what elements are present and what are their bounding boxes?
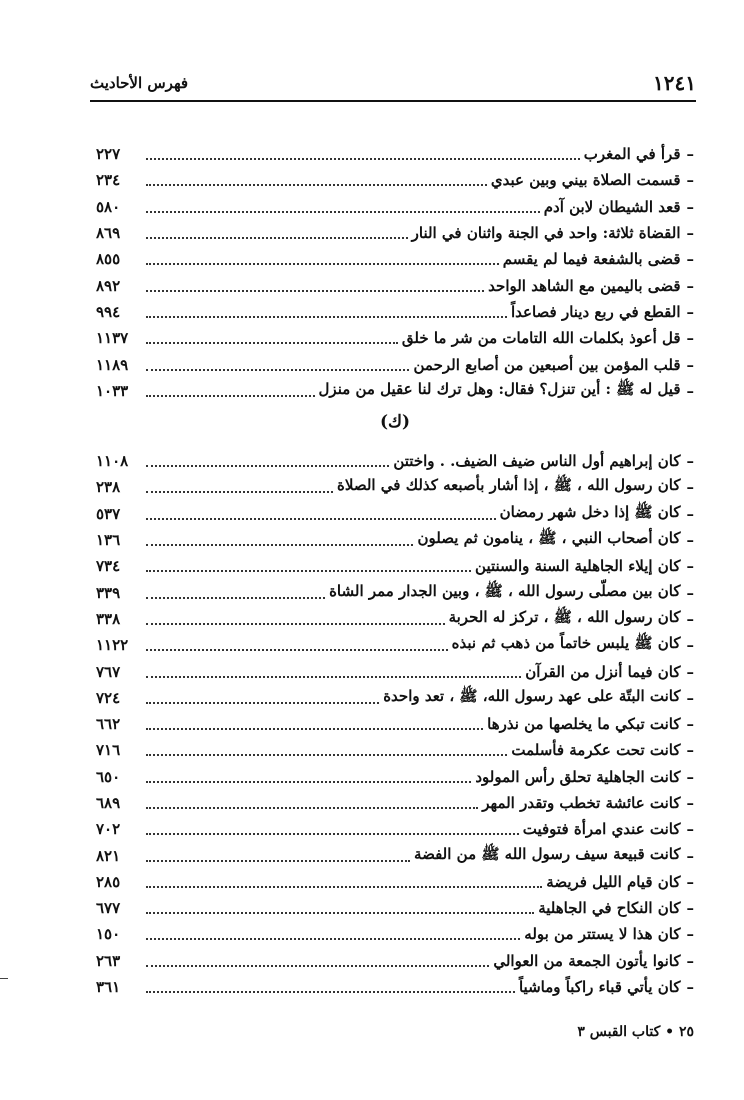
index-entry — [96, 869, 694, 895]
index-entry — [96, 685, 694, 711]
index-entry — [96, 378, 694, 404]
entry-dash: – — [686, 355, 694, 374]
page-reference: ١٣٦ — [96, 531, 121, 550]
page-reference: ٣٣٨ — [96, 609, 121, 628]
page-reference: ٢٨٥ — [96, 872, 121, 891]
index-entry — [96, 948, 694, 974]
page-reference: ٣٦١ — [96, 978, 121, 997]
dot-leader — [146, 676, 521, 678]
dot-leader — [146, 912, 534, 914]
hadith-text: القضاة ثلاثة: واحد في الجنة واثنان في النار — [411, 224, 681, 243]
index-entry — [96, 842, 694, 868]
entry-dash: – — [686, 302, 694, 321]
entry-dash: – — [686, 951, 694, 970]
index-entry — [96, 606, 694, 632]
hadith-text: كان رسول الله ، ﷺ ، تركز له الحربة — [448, 607, 681, 626]
entry-dash: – — [686, 794, 694, 812]
entry-dash: – — [686, 557, 694, 576]
page-reference: ١٥٠ — [96, 925, 121, 944]
dot-leader — [146, 623, 445, 625]
hadith-text: كان أصحاب النبي ، ﷺ ، ينامون ثم يصلون — [417, 529, 681, 548]
hadith-text: كان بين مصلّى رسول الله ، ﷺ ، وبين الجدار ممر الشاة — [329, 581, 681, 600]
entry-dash: – — [686, 224, 694, 243]
hadith-text: قلب المؤمن بين أصبعين من أصابع الرحمن — [413, 355, 681, 374]
hadith-text: كانت تحت عكرمة فأسلمت — [511, 741, 681, 760]
page-reference: ٨٥٥ — [96, 250, 121, 269]
page-reference: ١١٨٩ — [96, 355, 129, 374]
entry-dash: – — [686, 250, 694, 269]
index-entry — [96, 895, 694, 921]
index-entry — [96, 632, 694, 658]
hadith-text: كانت تبكي ما يخلصها من نذرها — [487, 715, 681, 734]
entry-dash: – — [686, 329, 694, 348]
dot-leader — [146, 263, 499, 265]
entry-dash: – — [686, 583, 694, 602]
page-reference: ٥٨٠ — [96, 197, 121, 216]
page-reference: ٨٦٩ — [96, 224, 121, 243]
entry-dash: – — [686, 899, 694, 918]
dot-leader — [146, 395, 315, 397]
entry-dash: – — [686, 171, 694, 190]
hadith-text: كان ﷺ إذا دخل شهر رمضان — [499, 502, 681, 521]
entry-dash: – — [686, 381, 694, 400]
page-reference: ٢٣٤ — [96, 171, 121, 190]
entry-dash: – — [686, 504, 694, 523]
index-entry — [96, 246, 694, 272]
page-reference: ٦٧٧ — [96, 899, 121, 918]
page-reference: ٧١٦ — [96, 741, 121, 760]
entry-dash: – — [686, 662, 694, 681]
index-entry — [96, 351, 694, 377]
hadith-text: كان النكاح في الجاهلية — [538, 899, 681, 918]
hadith-text: قسمت الصلاة بيني وبين عبدي — [490, 171, 681, 190]
hadith-text: كانت عندي امرأة فتوفيت — [522, 820, 681, 839]
dot-leader — [146, 728, 483, 730]
entry-dash: – — [686, 531, 694, 550]
hadith-text: كان إبراهيم أول الناس ضيف الضيف. . واختتن — [393, 452, 681, 471]
running-title: فهرس الأحاديث — [90, 74, 189, 92]
index-entry — [96, 974, 694, 1000]
index-entry — [96, 764, 694, 790]
page-reference: ٩٩٤ — [96, 302, 121, 321]
index-entry — [96, 816, 694, 842]
page-reference: ٦٥٠ — [96, 767, 121, 786]
hadith-text: كان يأتي قباء راكباً وماشياً — [518, 978, 681, 997]
page-footer: ٢٥ • كتاب القبس ٣ — [577, 1024, 694, 1040]
dot-leader — [146, 518, 496, 520]
entry-dash: – — [686, 846, 694, 865]
page-reference: ١١٢٢ — [96, 636, 129, 655]
entry-dash: – — [686, 276, 694, 295]
entry-dash: – — [686, 197, 694, 216]
page-reference: ١١٣٧ — [96, 329, 129, 348]
dot-leader — [146, 184, 487, 186]
page-reference: ١١٠٨ — [96, 452, 129, 471]
index-entry — [96, 325, 694, 351]
entry-dash: – — [686, 978, 694, 997]
entry-dash: – — [686, 478, 694, 497]
hadith-text: كان ﷺ يلبس خاتماً من ذهب ثم نبذه — [451, 634, 681, 653]
page-reference: ٧٦٧ — [96, 662, 121, 681]
dot-leader — [146, 938, 520, 940]
hadith-text: قعد الشيطان لابن آدم — [543, 197, 681, 216]
hadith-text: قيل له ﷺ : أين تنزل؟ فقال: وهل ترك لنا عقيل من منزل — [318, 379, 681, 398]
hadith-text: القطع في ربع دينار فصاعداً — [510, 302, 681, 321]
entry-dash: – — [686, 872, 694, 891]
dot-leader — [146, 991, 515, 993]
dot-leader — [146, 649, 448, 651]
hadith-text: قل أعوذ بكلمات الله التامات من شر ما خلق — [401, 329, 681, 348]
hadith-text: كان رسول الله ، ﷺ ، إذا أشار بأصبعه كذلك في الصلاة — [337, 476, 681, 495]
hadith-text: كان فيما أنزل من القرآن — [525, 662, 681, 681]
scan-edge-mark — [0, 978, 8, 979]
dot-leader — [146, 886, 542, 888]
entry-dash: – — [686, 741, 694, 760]
index-entry — [96, 299, 694, 325]
dot-leader — [146, 158, 580, 160]
header-rule — [90, 100, 696, 102]
hadith-text: قرأ في المغرب — [583, 145, 681, 164]
page-reference: ٥٣٧ — [96, 504, 121, 523]
entry-dash: – — [686, 145, 694, 164]
dot-leader — [146, 316, 507, 318]
dot-leader — [146, 211, 540, 213]
dot-leader — [146, 807, 478, 809]
dot-leader — [146, 702, 379, 704]
index-entry — [96, 272, 694, 298]
entry-dash: – — [686, 715, 694, 734]
dot-leader — [146, 781, 471, 783]
page-reference: ٨٢١ — [96, 846, 121, 865]
hadith-text: كان إيلاء الجاهلية السنة والسنتين — [475, 557, 681, 576]
dot-leader — [146, 833, 519, 835]
entry-dash: – — [686, 452, 694, 471]
page-number: ١٢٤١ — [653, 71, 696, 95]
entry-dash: – — [686, 609, 694, 628]
hadith-text: قضى بالشفعة فيما لم يقسم — [502, 250, 681, 269]
dot-leader — [146, 965, 489, 967]
entry-dash: – — [686, 925, 694, 944]
index-entry — [96, 790, 694, 816]
hadith-text: كان هذا لا يستتر من بوله — [524, 925, 681, 944]
index-entry — [96, 579, 694, 605]
index-entry — [96, 141, 694, 167]
page-reference: ٢٣٨ — [96, 478, 121, 497]
index-entry — [96, 194, 694, 220]
index-entry — [96, 448, 694, 474]
hadith-text: كانوا يأتون الجمعة من العوالي — [493, 951, 681, 970]
page-reference: ٧٠٢ — [96, 820, 121, 839]
page-reference: ٧٢٤ — [96, 688, 121, 707]
index-entry — [96, 921, 694, 947]
index-entry — [96, 220, 694, 246]
hadith-text: كانت قبيعة سيف رسول الله ﷺ من الفضة — [414, 844, 681, 863]
hadith-text: كانت الجاهلية تحلق رأس المولود — [475, 767, 681, 786]
entry-dash: – — [686, 688, 694, 707]
hadith-text: قضى باليمين مع الشاهد الواحد — [488, 276, 681, 295]
hadith-text: كانت عائشة تخطب وتقدر المهر — [482, 794, 681, 812]
dot-leader — [146, 491, 333, 493]
dot-leader — [146, 290, 484, 292]
page-reference: ٦٨٩ — [96, 794, 121, 812]
index-entry — [96, 553, 694, 579]
page-reference: ٧٣٤ — [96, 557, 121, 576]
page-header — [90, 68, 696, 98]
page-reference: ٢٢٧ — [96, 145, 121, 164]
page-reference: ٣٣٩ — [96, 583, 121, 602]
section-letter-kaf: (ك) — [379, 412, 411, 432]
hadith-text: كان قيام الليل فريضة — [546, 872, 681, 891]
page-reference: ٢٦٣ — [96, 951, 121, 970]
index-section-kaf — [96, 448, 694, 1000]
dot-leader — [146, 237, 408, 239]
index-entry — [96, 658, 694, 684]
index-entry — [96, 167, 694, 193]
dot-leader — [146, 754, 507, 756]
index-entry — [96, 501, 694, 527]
dot-leader — [146, 465, 389, 467]
dot-leader — [146, 369, 409, 371]
index-entry — [96, 711, 694, 737]
page-reference: ٨٩٢ — [96, 276, 121, 295]
entry-dash: – — [686, 767, 694, 786]
dot-leader — [146, 860, 410, 862]
entry-dash: – — [686, 636, 694, 655]
index-entry — [96, 737, 694, 763]
index-section-qaf — [96, 141, 694, 404]
index-entry — [96, 474, 694, 500]
page-reference: ١٠٣٣ — [96, 381, 129, 400]
index-entry — [96, 527, 694, 553]
page-reference: ٦٦٢ — [96, 715, 121, 734]
dot-leader — [146, 544, 413, 546]
entry-dash: – — [686, 820, 694, 839]
dot-leader — [146, 342, 398, 344]
hadith-text: كانت البتّة على عهد رسول الله، ﷺ ، تعد واحدة — [383, 686, 681, 705]
dot-leader — [146, 570, 471, 572]
dot-leader — [146, 597, 325, 599]
